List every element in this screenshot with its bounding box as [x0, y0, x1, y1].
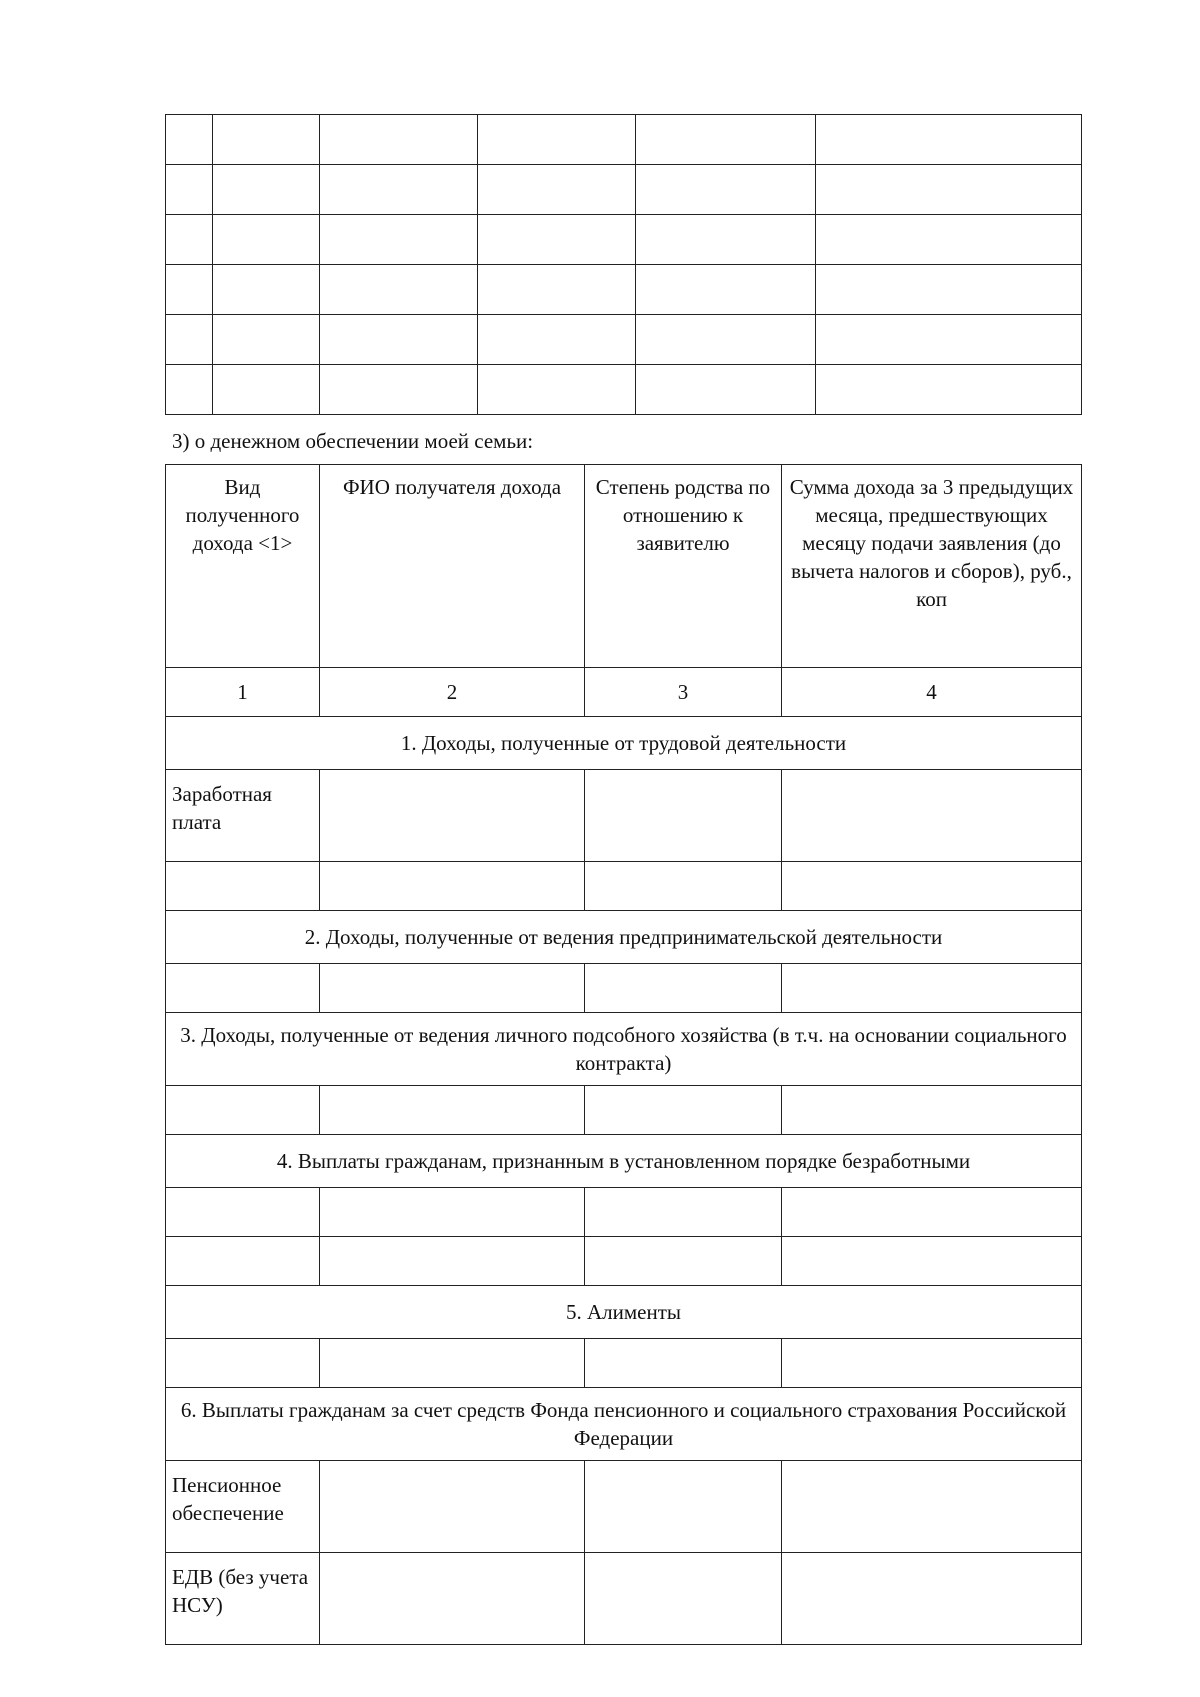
- input-cell[interactable]: [816, 265, 1082, 315]
- input-cell[interactable]: [320, 964, 585, 1013]
- table-row: [166, 1461, 1082, 1553]
- input-cell[interactable]: [166, 1339, 320, 1388]
- input-cell[interactable]: [585, 1086, 782, 1135]
- input-cell[interactable]: [585, 1553, 782, 1645]
- header-relationship: Степень родства по отношению к заявителю: [585, 465, 782, 668]
- header-row: [166, 465, 1082, 668]
- section-caption: 3) о денежном обеспечении моей семьи:: [172, 429, 534, 453]
- header-income-type: Вид полученного дохода <1>: [166, 465, 320, 668]
- input-cell[interactable]: [782, 1086, 1082, 1135]
- section-5-title: 5. Алименты: [166, 1286, 1082, 1339]
- input-cell[interactable]: [213, 265, 320, 315]
- input-cell[interactable]: [636, 115, 816, 165]
- section-row: [166, 1388, 1082, 1461]
- input-cell[interactable]: [166, 365, 213, 415]
- table-row: [166, 265, 1082, 315]
- input-cell[interactable]: [166, 1188, 320, 1237]
- input-cell[interactable]: [636, 165, 816, 215]
- input-cell[interactable]: [782, 770, 1082, 862]
- input-cell[interactable]: [816, 365, 1082, 415]
- input-cell[interactable]: [585, 964, 782, 1013]
- input-cell[interactable]: [816, 215, 1082, 265]
- table-row: [166, 165, 1082, 215]
- input-cell[interactable]: [585, 862, 782, 911]
- top-empty-table: [165, 114, 1082, 415]
- input-cell[interactable]: [320, 115, 478, 165]
- table-row: [166, 964, 1082, 1013]
- input-cell[interactable]: [320, 365, 478, 415]
- input-cell[interactable]: [320, 1553, 585, 1645]
- input-cell[interactable]: [782, 1237, 1082, 1286]
- input-cell[interactable]: [320, 265, 478, 315]
- section-row: [166, 1013, 1082, 1086]
- input-cell[interactable]: [213, 365, 320, 415]
- section-row: [166, 1135, 1082, 1188]
- section-row: [166, 1286, 1082, 1339]
- input-cell[interactable]: [320, 1461, 585, 1553]
- input-cell[interactable]: [782, 1461, 1082, 1553]
- table-row: [166, 1237, 1082, 1286]
- input-cell[interactable]: [782, 964, 1082, 1013]
- row-label-pension: Пенсионное обеспечение: [166, 1461, 320, 1553]
- input-cell[interactable]: [636, 265, 816, 315]
- input-cell[interactable]: [213, 115, 320, 165]
- table-row: [166, 862, 1082, 911]
- column-number: 1: [166, 668, 320, 717]
- input-cell[interactable]: [478, 265, 636, 315]
- input-cell[interactable]: [166, 165, 213, 215]
- input-cell[interactable]: [166, 862, 320, 911]
- table-row: [166, 365, 1082, 415]
- header-recipient-name: ФИО получателя дохода: [320, 465, 585, 668]
- section-row: [166, 911, 1082, 964]
- table-row: [166, 215, 1082, 265]
- table-row: [166, 1188, 1082, 1237]
- input-cell[interactable]: [320, 165, 478, 215]
- input-cell[interactable]: [320, 862, 585, 911]
- input-cell[interactable]: [478, 315, 636, 365]
- input-cell[interactable]: [166, 315, 213, 365]
- section-row: [166, 717, 1082, 770]
- column-number-row: [166, 668, 1082, 717]
- table-row: [166, 1086, 1082, 1135]
- input-cell[interactable]: [782, 862, 1082, 911]
- input-cell[interactable]: [816, 165, 1082, 215]
- input-cell[interactable]: [320, 1339, 585, 1388]
- input-cell[interactable]: [782, 1339, 1082, 1388]
- input-cell[interactable]: [478, 365, 636, 415]
- input-cell[interactable]: [320, 770, 585, 862]
- income-table: [165, 464, 1082, 1645]
- section-1-title: 1. Доходы, полученные от трудовой деятельности: [166, 717, 1082, 770]
- input-cell[interactable]: [320, 1086, 585, 1135]
- input-cell[interactable]: [320, 315, 478, 365]
- column-number: 3: [585, 668, 782, 717]
- table-row: [166, 115, 1082, 165]
- input-cell[interactable]: [166, 1237, 320, 1286]
- section-4-title: 4. Выплаты гражданам, признанным в установленном порядке безработными: [166, 1135, 1082, 1188]
- top-table-body: [166, 115, 1082, 415]
- input-cell[interactable]: [213, 165, 320, 215]
- row-label-salary: Заработная плата: [166, 770, 320, 862]
- input-cell[interactable]: [320, 215, 478, 265]
- input-cell[interactable]: [213, 315, 320, 365]
- input-cell[interactable]: [585, 1461, 782, 1553]
- input-cell[interactable]: [585, 1188, 782, 1237]
- input-cell[interactable]: [166, 265, 213, 315]
- input-cell[interactable]: [166, 115, 213, 165]
- table-row: [166, 315, 1082, 365]
- section-3-title: 3. Доходы, полученные от ведения личного подсобного хозяйства (в т.ч. на основании социального контракта): [166, 1013, 1082, 1086]
- input-cell[interactable]: [478, 115, 636, 165]
- input-cell[interactable]: [636, 315, 816, 365]
- table-row: [166, 1339, 1082, 1388]
- table-row: [166, 770, 1082, 862]
- input-cell[interactable]: [636, 365, 816, 415]
- input-cell[interactable]: [166, 1086, 320, 1135]
- input-cell[interactable]: [585, 770, 782, 862]
- input-cell[interactable]: [320, 1188, 585, 1237]
- table-row: [166, 1553, 1082, 1645]
- input-cell[interactable]: [478, 215, 636, 265]
- input-cell[interactable]: [213, 215, 320, 265]
- input-cell[interactable]: [585, 1237, 782, 1286]
- input-cell[interactable]: [585, 1339, 782, 1388]
- input-cell[interactable]: [166, 215, 213, 265]
- input-cell[interactable]: [816, 115, 1082, 165]
- input-cell[interactable]: [166, 964, 320, 1013]
- section-6-title: 6. Выплаты гражданам за счет средств Фонда пенсионного и социального страхования Российской Федерации: [166, 1388, 1082, 1461]
- column-number: 2: [320, 668, 585, 717]
- section-2-title: 2. Доходы, полученные от ведения предпринимательской деятельности: [166, 911, 1082, 964]
- input-cell[interactable]: [816, 315, 1082, 365]
- input-cell[interactable]: [782, 1188, 1082, 1237]
- column-number: 4: [782, 668, 1082, 717]
- input-cell[interactable]: [320, 1237, 585, 1286]
- input-cell[interactable]: [478, 165, 636, 215]
- header-income-amount: Сумма дохода за 3 предыдущих месяца, предшествующих месяцу подачи заявления (до вычета налогов и сборов), руб., коп: [782, 465, 1082, 668]
- input-cell[interactable]: [636, 215, 816, 265]
- input-cell[interactable]: [782, 1553, 1082, 1645]
- row-label-edv: ЕДВ (без учета НСУ): [166, 1553, 320, 1645]
